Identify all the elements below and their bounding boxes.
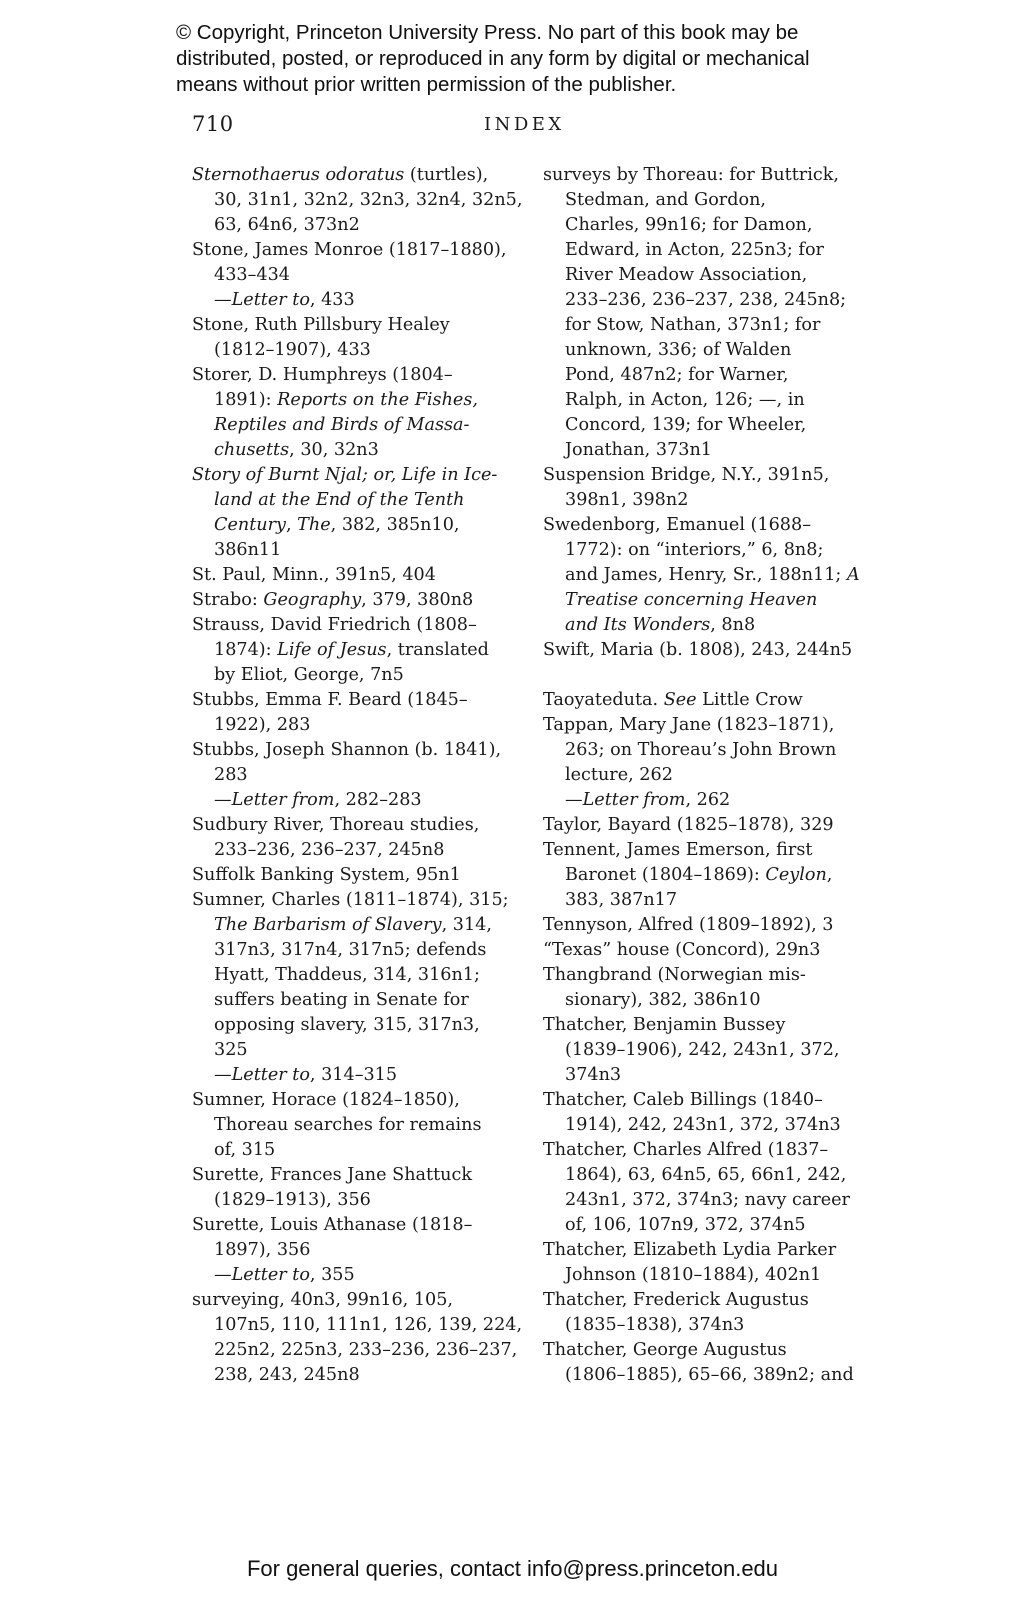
footer-contact: For general queries, contact info@press.princeton.edu: [246, 1556, 779, 1581]
index-entry: Strabo: Geography, 379, 380n8: [192, 590, 474, 610]
index-entry-continuation: 383, 387n17: [565, 890, 678, 910]
index-entry-continuation: (1806–1885), 65–66, 389n2; and: [565, 1365, 854, 1385]
index-entry-continuation: opposing slavery, 315, 317n3,: [214, 1015, 480, 1035]
index-entry-continuation: of, 106, 107n9, 372, 374n5: [565, 1215, 806, 1235]
index-entry-continuation: chusetts, 30, 32n3: [214, 440, 379, 460]
index-entry: Tennyson, Alfred (1809–1892), 3: [543, 915, 834, 935]
index-entry-continuation: unknown, 336; of Walden: [565, 340, 792, 360]
index-entry: surveying, 40n3, 99n16, 105,: [192, 1290, 454, 1310]
index-entry-continuation: and Its Wonders, 8n8: [565, 615, 756, 635]
index-entry-continuation: 233–236, 236–237, 238, 245n8;: [565, 290, 847, 310]
index-entry-continuation: —Letter to, 314–315: [214, 1065, 398, 1085]
index-entry: Surette, Frances Jane Shattuck: [192, 1165, 473, 1185]
index-entry-continuation: suffers beating in Senate for: [214, 990, 469, 1010]
index-entry-continuation: (1812–1907), 433: [214, 340, 371, 360]
index-column-left: [192, 163, 522, 1388]
index-column-right: [543, 163, 873, 1388]
running-head: [192, 112, 857, 142]
index-entry: Suffolk Banking System, 95n1: [192, 865, 461, 885]
copyright-line: means without prior written permission of the publisher.: [176, 73, 677, 96]
index-entry-continuation: 317n3, 317n4, 317n5; defends: [214, 940, 487, 960]
index-entry: Swedenborg, Emanuel (1688–: [543, 515, 811, 535]
index-entry-continuation: 63, 64n6, 373n2: [214, 215, 360, 235]
index-entry-continuation: Reptiles and Birds of Massa-: [214, 415, 470, 435]
index-entry-continuation: 107n5, 110, 111n1, 126, 139, 224,: [214, 1315, 523, 1335]
index-entry: Stubbs, Joseph Shannon (b. 1841),: [192, 740, 502, 760]
index-entry: Taoyateduta. See Little Crow: [543, 690, 803, 710]
index-gap: [543, 663, 873, 688]
index-entry: Tennent, James Emerson, first: [543, 840, 813, 860]
index-entry-continuation: land at the End of the Tenth: [214, 490, 465, 510]
index-entry: Stone, James Monroe (1817–1880),: [192, 240, 507, 260]
index-entry-continuation: 325: [214, 1040, 248, 1060]
index-entry-continuation: 1922), 283: [214, 715, 311, 735]
index-entry-continuation: 1864), 63, 64n5, 65, 66n1, 242,: [565, 1165, 847, 1185]
index-entry-continuation: Hyatt, Thaddeus, 314, 316n1;: [214, 965, 480, 985]
index-entry-continuation: 283: [214, 765, 248, 785]
index-entry-continuation: 1897), 356: [214, 1240, 311, 1260]
index-entry-continuation: Johnson (1810–1884), 402n1: [565, 1265, 822, 1285]
index-entry-continuation: Concord, 139; for Wheeler,: [565, 415, 807, 435]
index-entry-continuation: —Letter from, 282–283: [214, 790, 422, 810]
index-entry: Taylor, Bayard (1825–1878), 329: [543, 815, 834, 835]
index-entry: Story of Burnt Njal; or, Life in Ice-: [192, 465, 498, 485]
index-entry: Tappan, Mary Jane (1823–1871),: [543, 715, 835, 735]
index-entry-continuation: —Letter from, 262: [565, 790, 731, 810]
index-entry-continuation: 374n3: [565, 1065, 622, 1085]
index-entry-continuation: (1835–1838), 374n3: [565, 1315, 745, 1335]
index-entry-continuation: 398n1, 398n2: [565, 490, 689, 510]
index-entry-continuation: Ralph, in Acton, 126; —, in: [565, 390, 805, 410]
index-entry-continuation: Century, The, 382, 385n10,: [214, 515, 460, 535]
index-entry-continuation: 433–434: [214, 265, 290, 285]
index-entry: Sudbury River, Thoreau studies,: [192, 815, 480, 835]
index-entry: Sternothaerus odoratus (turtles),: [192, 165, 489, 185]
index-entry-continuation: The Barbarism of Slavery, 314,: [214, 915, 492, 935]
index-entry: Thatcher, Benjamin Bussey: [543, 1015, 786, 1035]
section-title: INDEX: [484, 114, 565, 135]
index-entry: Thatcher, George Augustus: [543, 1340, 787, 1360]
index-entry: St. Paul, Minn., 391n5, 404: [192, 565, 436, 585]
index-entry: Stone, Ruth Pillsbury Healey: [192, 315, 450, 335]
index-entry: surveys by Thoreau: for Buttrick,: [543, 165, 839, 185]
index-entry-continuation: Edward, in Acton, 225n3; for: [565, 240, 824, 260]
index-entry-continuation: Pond, 487n2; for Warner,: [565, 365, 789, 385]
index-entry-continuation: —Letter to, 355: [214, 1265, 355, 1285]
index-entry-continuation: Charles, 99n16; for Damon,: [565, 215, 813, 235]
index-entry-continuation: lecture, 262: [565, 765, 673, 785]
index-entry: Thatcher, Elizabeth Lydia Parker: [543, 1240, 837, 1260]
index-entry-continuation: Stedman, and Gordon,: [565, 190, 766, 210]
index-entry: Suspension Bridge, N.Y., 391n5,: [543, 465, 830, 485]
index-entry: Stubbs, Emma F. Beard (1845–: [192, 690, 468, 710]
index-entry-continuation: —Letter to, 433: [214, 290, 355, 310]
index-entry-continuation: Jonathan, 373n1: [565, 440, 712, 460]
index-entry-continuation: 1891): Reports on the Fishes,: [214, 390, 478, 410]
index-entry-continuation: Thoreau searches for remains: [214, 1115, 482, 1135]
index-entry: Sumner, Horace (1824–1850),: [192, 1090, 460, 1110]
index-entry: Surette, Louis Athanase (1818–: [192, 1215, 473, 1235]
index-entry-continuation: and James, Henry, Sr., 188n11; A: [565, 565, 860, 585]
index-entry-continuation: (1839–1906), 242, 243n1, 372,: [565, 1040, 840, 1060]
index-entry-continuation: 263; on Thoreau’s John Brown: [565, 740, 837, 760]
index-entry-continuation: 30, 31n1, 32n2, 32n3, 32n4, 32n5,: [214, 190, 523, 210]
index-entry: Strauss, David Friedrich (1808–: [192, 615, 477, 635]
index-entry-continuation: 225n2, 225n3, 233–236, 236–237,: [214, 1340, 518, 1360]
index-entry-continuation: River Meadow Association,: [565, 265, 808, 285]
copyright-line: © Copyright, Princeton University Press. No part of this book may be: [176, 21, 799, 44]
index-entry-continuation: (1829–1913), 356: [214, 1190, 371, 1210]
index-entry: Thatcher, Frederick Augustus: [543, 1290, 809, 1310]
index-entry: Thatcher, Caleb Billings (1840–: [543, 1090, 823, 1110]
index-entry: Thatcher, Charles Alfred (1837–: [543, 1140, 829, 1160]
index-entry-continuation: Treatise concerning Heaven: [565, 590, 818, 610]
index-entry: Sumner, Charles (1811–1874), 315;: [192, 890, 509, 910]
index-entry-continuation: 1914), 242, 243n1, 372, 374n3: [565, 1115, 841, 1135]
index-entry-continuation: 233–236, 236–237, 245n8: [214, 840, 445, 860]
index-entry-continuation: of, 315: [214, 1140, 276, 1160]
page-number: 710: [192, 112, 234, 136]
index-entry-continuation: 1772): on “interiors,” 6, 8n8;: [565, 540, 824, 560]
index-entry-continuation: 1874): Life of Jesus, translated: [214, 640, 489, 660]
index-entry: Thangbrand (Norwegian mis-: [543, 965, 806, 985]
index-entry-continuation: 238, 243, 245n8: [214, 1365, 360, 1385]
index-entry-continuation: 243n1, 372, 374n3; navy career: [565, 1190, 850, 1210]
index-entry-continuation: by Eliot, George, 7n5: [214, 665, 404, 685]
index-entry-continuation: 386n11: [214, 540, 282, 560]
index-entry-continuation: for Stow, Nathan, 373n1; for: [565, 315, 821, 335]
index-entry-continuation: sionary), 382, 386n10: [565, 990, 761, 1010]
copyright-notice: [176, 20, 876, 98]
index-entry: Swift, Maria (b. 1808), 243, 244n5: [543, 640, 853, 660]
index-entry: “Texas” house (Concord), 29n3: [543, 940, 821, 960]
index-entry: Storer, D. Humphreys (1804–: [192, 365, 453, 385]
index-entry-continuation: Baronet (1804–1869): Ceylon,: [565, 865, 833, 885]
copyright-line: distributed, posted, or reproduced in any form by digital or mechanical: [176, 47, 810, 70]
